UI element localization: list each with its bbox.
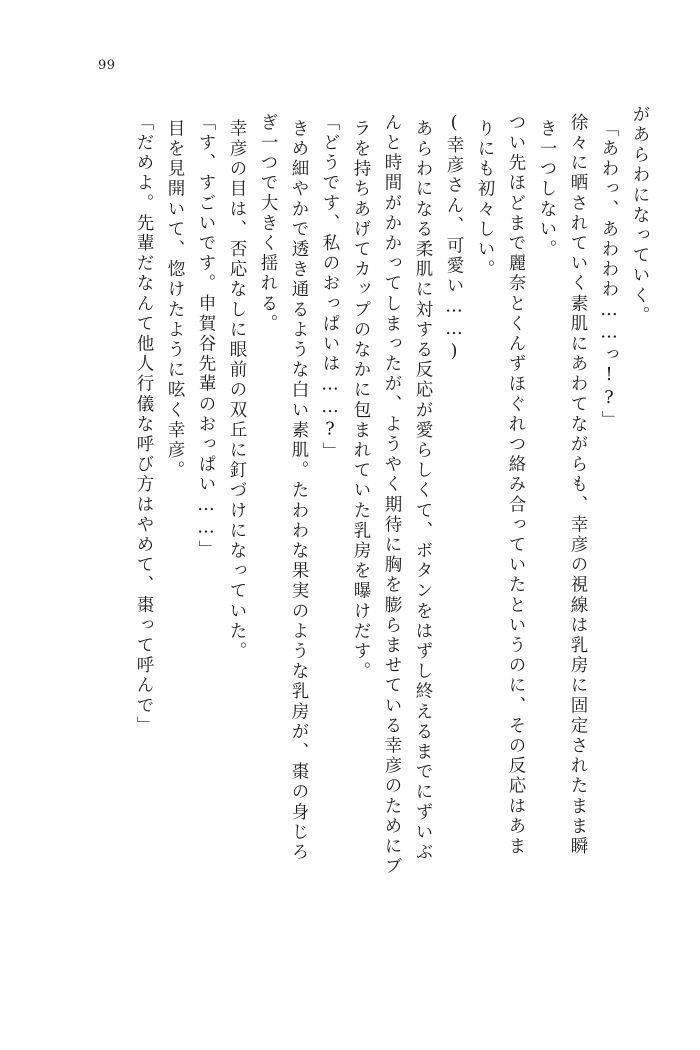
text-line: つい先ほどまで麗奈とくんずほぐれつ絡み合っていたというのに、その反応はあま [506,113,526,857]
text-line: あらわになる柔肌に対する反応が愛らしくて、ボタンをはずし終えるまでにずいぶ [413,119,433,863]
text-line: き一つしない。 [537,119,557,260]
text-line: 徐々に晒されていく素肌にあわてながらも、幸彦の視線は乳房に固定されたまま瞬 [568,113,588,857]
text-line: 「どうです、私のおっぱいは……?」 [320,113,340,463]
vertical-text-block [60,105,648,905]
text-line: ぎ一つで大きく揺れる。 [258,113,278,335]
text-line: 「あわっ、あわわわ……っ!?」 [599,119,619,431]
text-line: 「す、すごいです。申賀谷先輩のおっぱい……」 [196,113,216,561]
text-line: があらわになっていく。 [630,105,650,327]
text-line: (幸彦さん、可愛い……) [444,113,464,365]
text-line: 幸彦の目は、否応なしに眼前の双丘に釘づけになっていた。 [227,119,247,662]
text-line: んと時間がかかってしまったが、ようやく期待に胸を膨らませている幸彦のためにブ [382,113,402,877]
page-number: 99 [98,58,116,73]
text-line: ラを持ちあげてカップのなかに包まれていた乳房を曝けだす。 [351,119,371,682]
text-line: きめ細やかで透き通るような白い素肌。たわわな果実のような乳房が、棗の身じろ [289,119,309,863]
text-line: りにも初々しい。 [475,119,495,280]
text-line: 「だめよ。先輩だなんて他人行儀な呼び方はやめて、棗って呼んで」 [134,113,154,737]
text-line: 目を見開いて、惚けたように呟く幸彦。 [165,119,185,481]
